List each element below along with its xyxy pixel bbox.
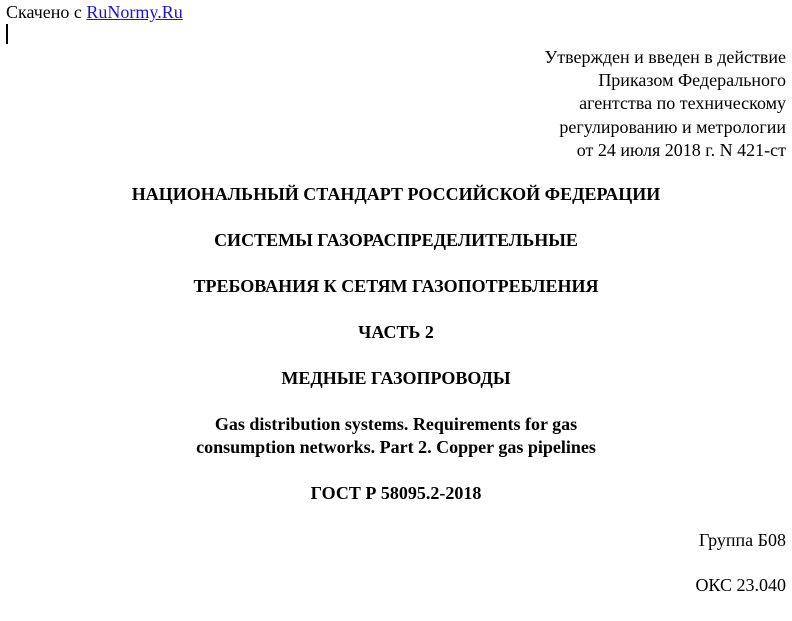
requirements-heading: ТРЕБОВАНИЯ К СЕТЯМ ГАЗОПОТРЕБЛЕНИЯ [193,276,599,296]
approval-block [544,46,786,162]
oks-code: ОКС 23.040 [695,575,786,595]
copper-pipelines-heading: МЕДНЫЕ ГАЗОПРОВОДЫ [281,368,511,388]
english-title-line-1: Gas distribution systems. Requirements for gas [214,414,578,434]
approval-line-3: агентства по техническому [579,93,786,114]
approval-line-4: регулированию и метрологии [559,116,786,137]
approval-line-5: от 24 июля 2018 г. N 421-ст [576,139,786,160]
national-standard-heading: НАЦИОНАЛЬНЫЙ СТАНДАРТ РОССИЙСКОЙ ФЕДЕРАЦИИ [131,184,661,204]
approval-line-1: Утвержден и введен в действие [544,47,786,67]
english-title [0,413,792,459]
source-prefix: Скачено с [6,2,87,22]
gost-number: ГОСТ Р 58095.2-2018 [310,483,482,503]
approval-line-2: Приказом Федерального [598,70,786,91]
source-note [6,1,183,23]
part-heading: ЧАСТЬ 2 [358,322,434,342]
runormy-link[interactable]: RuNormy.Ru [86,2,183,22]
group-code: Группа Б08 [698,530,786,550]
english-title-line-2: consumption networks. Part 2. Copper gas pipelines [196,437,596,457]
text-cursor [6,24,8,44]
systems-heading: СИСТЕМЫ ГАЗОРАСПРЕДЕЛИТЕЛЬНЫЕ [214,230,578,250]
